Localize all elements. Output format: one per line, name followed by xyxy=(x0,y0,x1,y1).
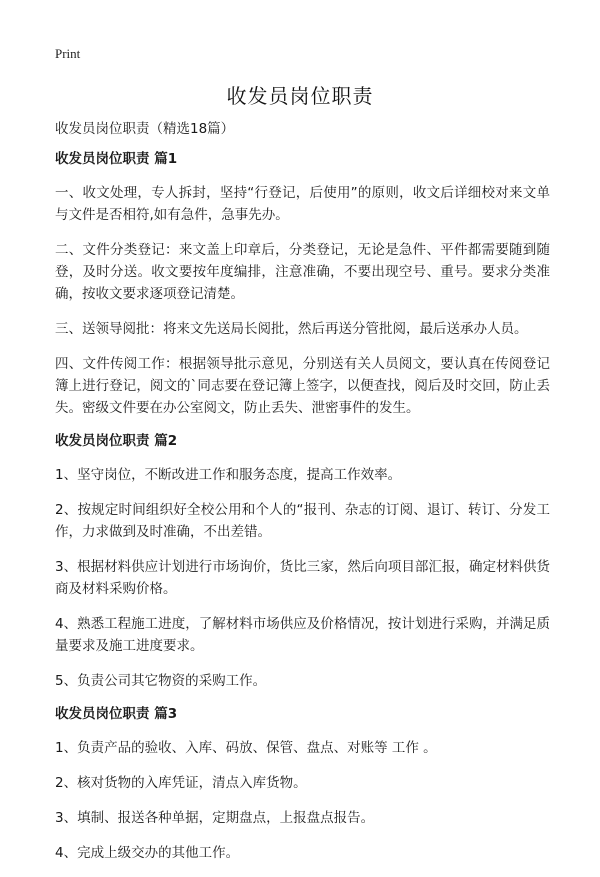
section-heading: 收发员岗位职责 篇1 xyxy=(55,151,178,167)
document-title: 收发员岗位职责 xyxy=(226,84,374,108)
paragraph: 5、负责公司其它物资的采购工作。 xyxy=(55,673,267,689)
paragraph: 3、根据材料供应计划进行市场询价，货比三家，然后向项目部汇报，确定材料供货商及材料采购价格。 xyxy=(55,559,550,597)
print-label: Print xyxy=(55,46,81,61)
section-heading: 收发员岗位职责 篇3 xyxy=(55,706,178,722)
section-1 xyxy=(55,150,550,419)
section-heading: 收发员岗位职责 篇2 xyxy=(55,433,178,449)
paragraph: 1、坚守岗位，不断改进工作和服务态度，提高工作效率。 xyxy=(55,467,402,483)
section-2 xyxy=(55,432,550,692)
paragraph: 2、按规定时间组织好全校公用和个人的“报刊、杂志的订阅、退订、转订、分发工作，力求做到及时准确，不出差错。 xyxy=(55,502,550,540)
paragraph: 2、核对货物的入库凭证，清点入库货物。 xyxy=(55,775,307,791)
section-3 xyxy=(55,705,550,864)
paragraph: 四、文件传阅工作：根据领导批示意见，分别送有关人员阅文，要认真在传阅登记簿上进行登记，阅文的`同志要在登记簿上签字，以便查找，阅后及时交回，防止丢失。密级文件要在办公室阅文，防止丢失、泄密事件的发生。 xyxy=(55,356,550,416)
paragraph: 三、送领导阅批：将来文先送局长阅批，然后再送分管批阅，最后送承办人员。 xyxy=(55,321,528,337)
paragraph: 一、收文处理，专人拆封，坚持“行登记，后使用”的原则，收文后详细校对来文单与文件是否相符,如有急件，急事先办。 xyxy=(55,185,550,223)
paragraph: 1、负责产品的验收、入库、码放、保管、盘点、对账等 工作 。 xyxy=(55,740,437,756)
paragraph: 4、完成上级交办的其他工作。 xyxy=(55,845,240,861)
paragraph: 3、填制、报送各种单据，定期盘点，上报盘点报告。 xyxy=(55,810,375,826)
intro-line: 收发员岗位职责（精选18篇） xyxy=(55,121,235,137)
paragraph: 4、熟悉工程施工进度，了解材料市场供应及价格情况，按计划进行采购，并满足质量要求及施工进度要求。 xyxy=(55,616,550,654)
paragraph: 二、文件分类登记：来文盖上印章后，分类登记，无论是急件、平件都需要随到随登，及时分送。收文要按年度编排，注意准确，不要出现空号、重号。要求分类准确，按收文要求逐项登记清楚。 xyxy=(55,242,550,302)
document-body xyxy=(55,120,550,877)
